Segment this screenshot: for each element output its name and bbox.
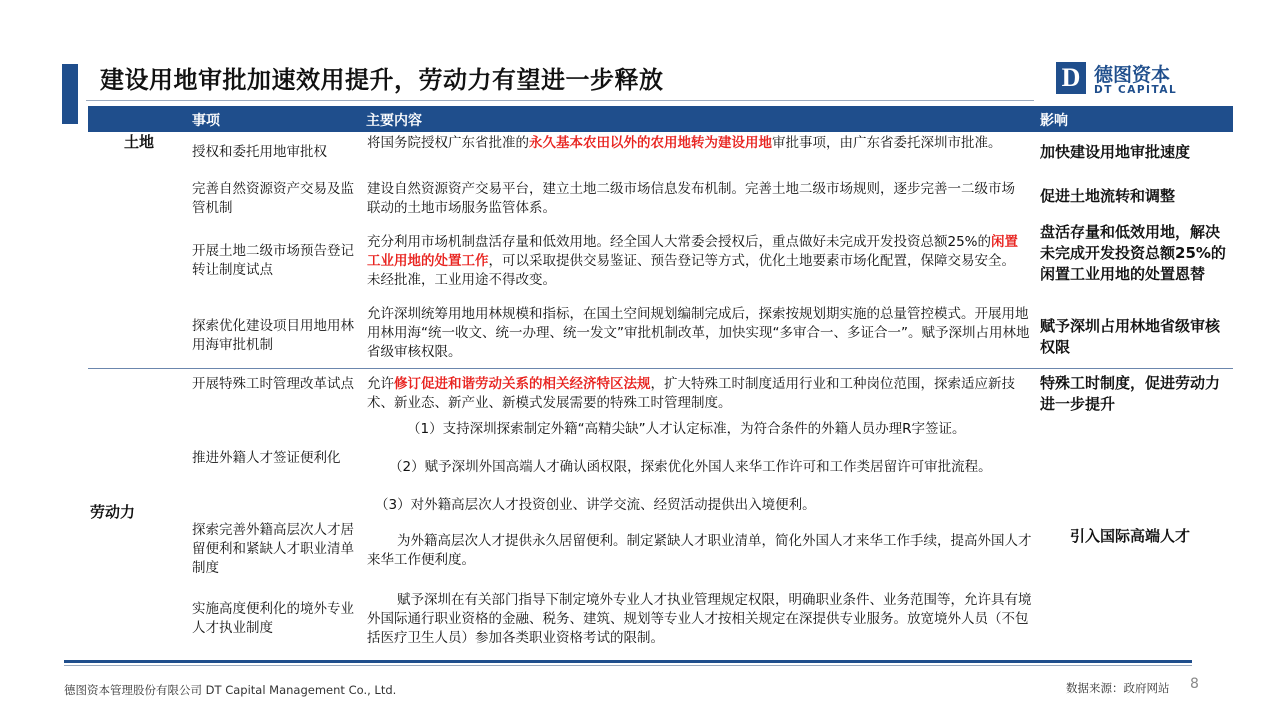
title-accent-bar (62, 64, 78, 124)
row-3-item: 开展土地二级市场预告登记转让制度试点 (192, 243, 354, 278)
row-1-highlight: 永久基本农田以外的农用地转为建设用地 (529, 135, 772, 151)
header-item: 事项 (192, 113, 220, 129)
section-divider (88, 368, 1233, 369)
row-7-content: 为外籍高层次人才提供永久居留便利。制定紧缺人才职业清单，简化外国人才来华工作手续，提高外国人才来华工作便利度。 (367, 533, 1032, 568)
row-2-impact: 促进土地流转和调整 (1040, 187, 1176, 205)
row-8-item: 实施高度便利化的境外专业人才执业制度 (192, 601, 354, 636)
page-title: 建设用地审批加速效用提升，劳动力有望进一步释放 (100, 66, 664, 94)
row-5-content: 允许修订促进和谐劳动关系的相关经济特区法规，扩大特殊工时制度适用行业和工种岗位范围，探索适应新技术、新业态、新产业、新模式发展需要的特殊工时管理制度。 (367, 376, 1015, 411)
row-1-item: 授权和委托用地审批权 (192, 144, 327, 160)
row-1-content: 将国务院授权广东省批准的永久基本农田以外的农用地转为建设用地审批事项，由广东省委托深圳市批准。 (367, 135, 1002, 151)
row-3-highlight: 闲置工业用地的处置工作 (367, 234, 1019, 269)
row-4-item: 探索优化建设项目用地用林用海审批机制 (192, 318, 354, 353)
row-6-content-line-3: （3）对外籍高层次人才投资创业、讲学交流、经贸活动提供出入境便利。 (375, 497, 816, 513)
row-8-content: 赋予深圳在有关部门指导下制定境外专业人才执业管理规定权限，明确职业条件、业务范围等，允许具有境外国际通行职业资格的金融、税务、建筑、规划等专业人才按相关规定在深提供专业服务。放宽境外人员（不包括医疗卫生人员）参加各类职业资格考试的限制。 (367, 592, 1032, 646)
row-7-item: 探索完善外籍高层次人才居留便利和紧缺人才职业清单制度 (192, 522, 354, 576)
footer-source: 数据来源：政府网站 (1066, 681, 1170, 695)
category-labor: 劳动力 (90, 503, 136, 521)
row-6-item: 推进外籍人才签证便利化 (192, 450, 341, 466)
logo-chinese-name: 德图资本 (1094, 64, 1171, 86)
footer-company: 德图资本管理股份有限公司 DT Capital Management Co., Ltd. (64, 683, 397, 697)
title-underline (86, 100, 1034, 101)
footer-rule (64, 660, 1192, 663)
logo-mark-icon: D (1056, 62, 1086, 94)
row-5-item: 开展特殊工时管理改革试点 (192, 376, 354, 392)
company-logo (1056, 60, 1186, 100)
row-6-content-line-2: （2）赋予深圳外国高端人才确认函权限，探索优化外国人来华工作许可和工作类居留许可审批流程。 (389, 459, 992, 475)
header-impact: 影响 (1040, 113, 1068, 129)
row-2-content: 建设自然资源资产交易平台，建立土地二级市场信息发布机制。完善土地二级市场规则，逐步完善一二级市场联动的土地市场服务监管体系。 (367, 181, 1015, 216)
row-5-highlight: 修订促进和谐劳动关系的相关经济特区法规 (394, 376, 651, 392)
labor-impact: 引入国际高端人才 (1070, 527, 1191, 545)
page-number: 8 (1190, 676, 1199, 692)
row-5-impact: 特殊工时制度，促进劳动力进一步提升 (1040, 374, 1221, 413)
row-4-content: 允许深圳统筹用地用林规模和指标，在国土空间规划编制完成后，探索按规划期实施的总量管控模式。开展用地用林用海“统一收文、统一办理、统一发文”审批机制改革，加快实现“多审合一、多证合一”。赋予深圳占用林地省级审核权限。 (367, 306, 1030, 360)
row-4-impact: 赋予深圳占用林地省级审核权限 (1040, 317, 1221, 356)
row-1-impact: 加快建设用地审批速度 (1040, 143, 1191, 161)
logo-english-name: DT CAPITAL (1094, 84, 1178, 96)
row-3-content: 充分利用市场机制盘活存量和低效用地。经全国人大常委会授权后，重点做好未完成开发投资总额25%的闲置工业用地的处置工作，可以采取提供交易鉴证、预告登记等方式，优化土地要素市场化配置，保障交易安全。未经批准，工业用途不得改变。 (367, 234, 1019, 288)
row-6-content-line-1: （1）支持深圳探索制定外籍“高精尖缺”人才认定标准，为符合条件的外籍人员办理R字签证。 (407, 421, 966, 437)
footer-rule-thin (64, 665, 1192, 666)
row-3-impact: 盘活存量和低效用地，解决未完成开发投资总额25%的闲置工业用地的处置恩替 (1040, 223, 1226, 283)
table-header (88, 106, 1233, 132)
row-2-item: 完善自然资源资产交易及监管机制 (192, 181, 354, 216)
header-content: 主要内容 (366, 113, 422, 129)
category-land: 土地 (124, 133, 155, 151)
